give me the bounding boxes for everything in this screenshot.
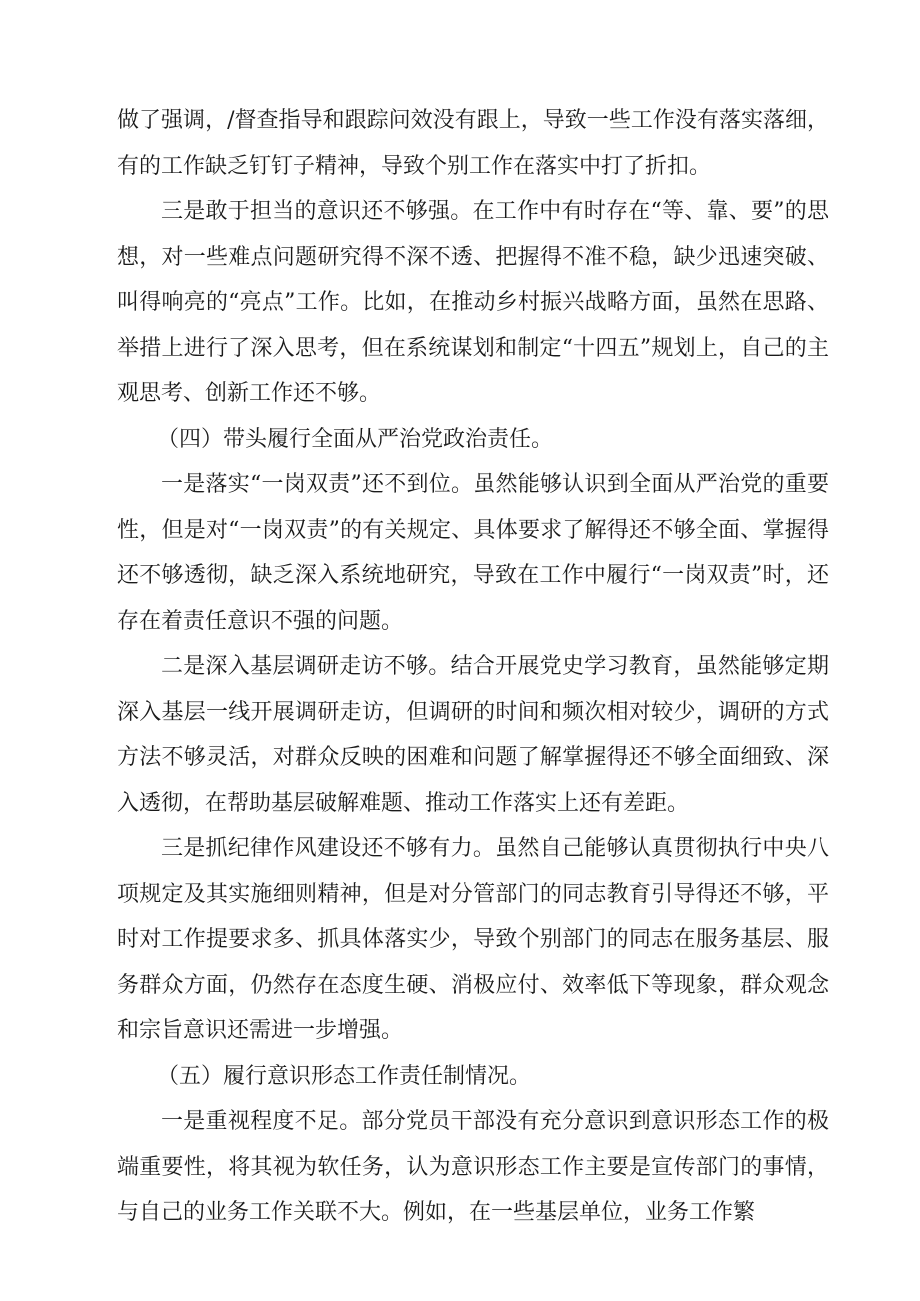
paragraph-grassroots-research: 二是深入基层调研走访不够。结合开展党史学习教育，虽然能够定期深入基层一线开展调研走访，但调研的时间和频次相对较少，调研的方式方法不够灵活，对群众反映的困难和问题了解掌握得还不够全面细致、深入透彻，在帮助基层破解难题、推动工作落实上还有差距。: [117, 654, 829, 816]
paragraph-continuation: 做了强调，/督查指导和跟踪问效没有跟上，导致一些工作没有落实落细，有的工作缺乏钉钉子精神，导致个别工作在落实中打了折扣。: [117, 108, 829, 179]
section-heading-4: （四）带头履行全面从严治党政治责任。: [157, 426, 554, 452]
section-heading-5: （五）履行意识形态工作责任制情况。: [157, 1063, 532, 1089]
paragraph-discipline-style: 三是抓纪律作风建设还不够有力。虽然自己能够认真贯彻执行中央八项规定及其实施细则精神，但是对分管部门的同志教育引导得还不够，平时对工作提要求多、抓具体落实少，导致个别部门的同志在服务基层、服务群众方面，仍然存在态度生硬、消极应付、效率低下等现象，群众观念和宗旨意识还需进一步增强。: [117, 836, 829, 1043]
document-body: [117, 98, 829, 1236]
paragraph-one-post-two-duties: 一是落实“一岗双责”还不到位。虽然能够认识到全面从严治党的重要性，但是对“一岗双责”的有关规定、具体要求了解得还不够全面、掌握得还不够透彻，缺乏深入系统地研究，导致在工作中履行“一岗双责”时，还存在着责任意识不强的问题。: [117, 472, 829, 634]
paragraph-courage-responsibility: 三是敢于担当的意识还不够强。在工作中有时存在“等、靠、要”的思想，对一些难点问题研究得不深不透、把握得不准不稳，缺少迅速突破、叫得响亮的“亮点”工作。比如，在推动乡村振兴战略方面，虽然在思路、举措上进行了深入思考，但在系统谋划和制定“十四五”规划上，自己的主观思考、创新工作还不够。: [117, 199, 829, 406]
paragraph-ideology-importance: 一是重视程度不足。部分党员干部没有充分意识到意识形态工作的极端重要性，将其视为软任务，认为意识形态工作主要是宣传部门的事情，与自己的业务工作关联不大。例如，在一些基层单位，业务工作繁: [117, 1109, 829, 1225]
